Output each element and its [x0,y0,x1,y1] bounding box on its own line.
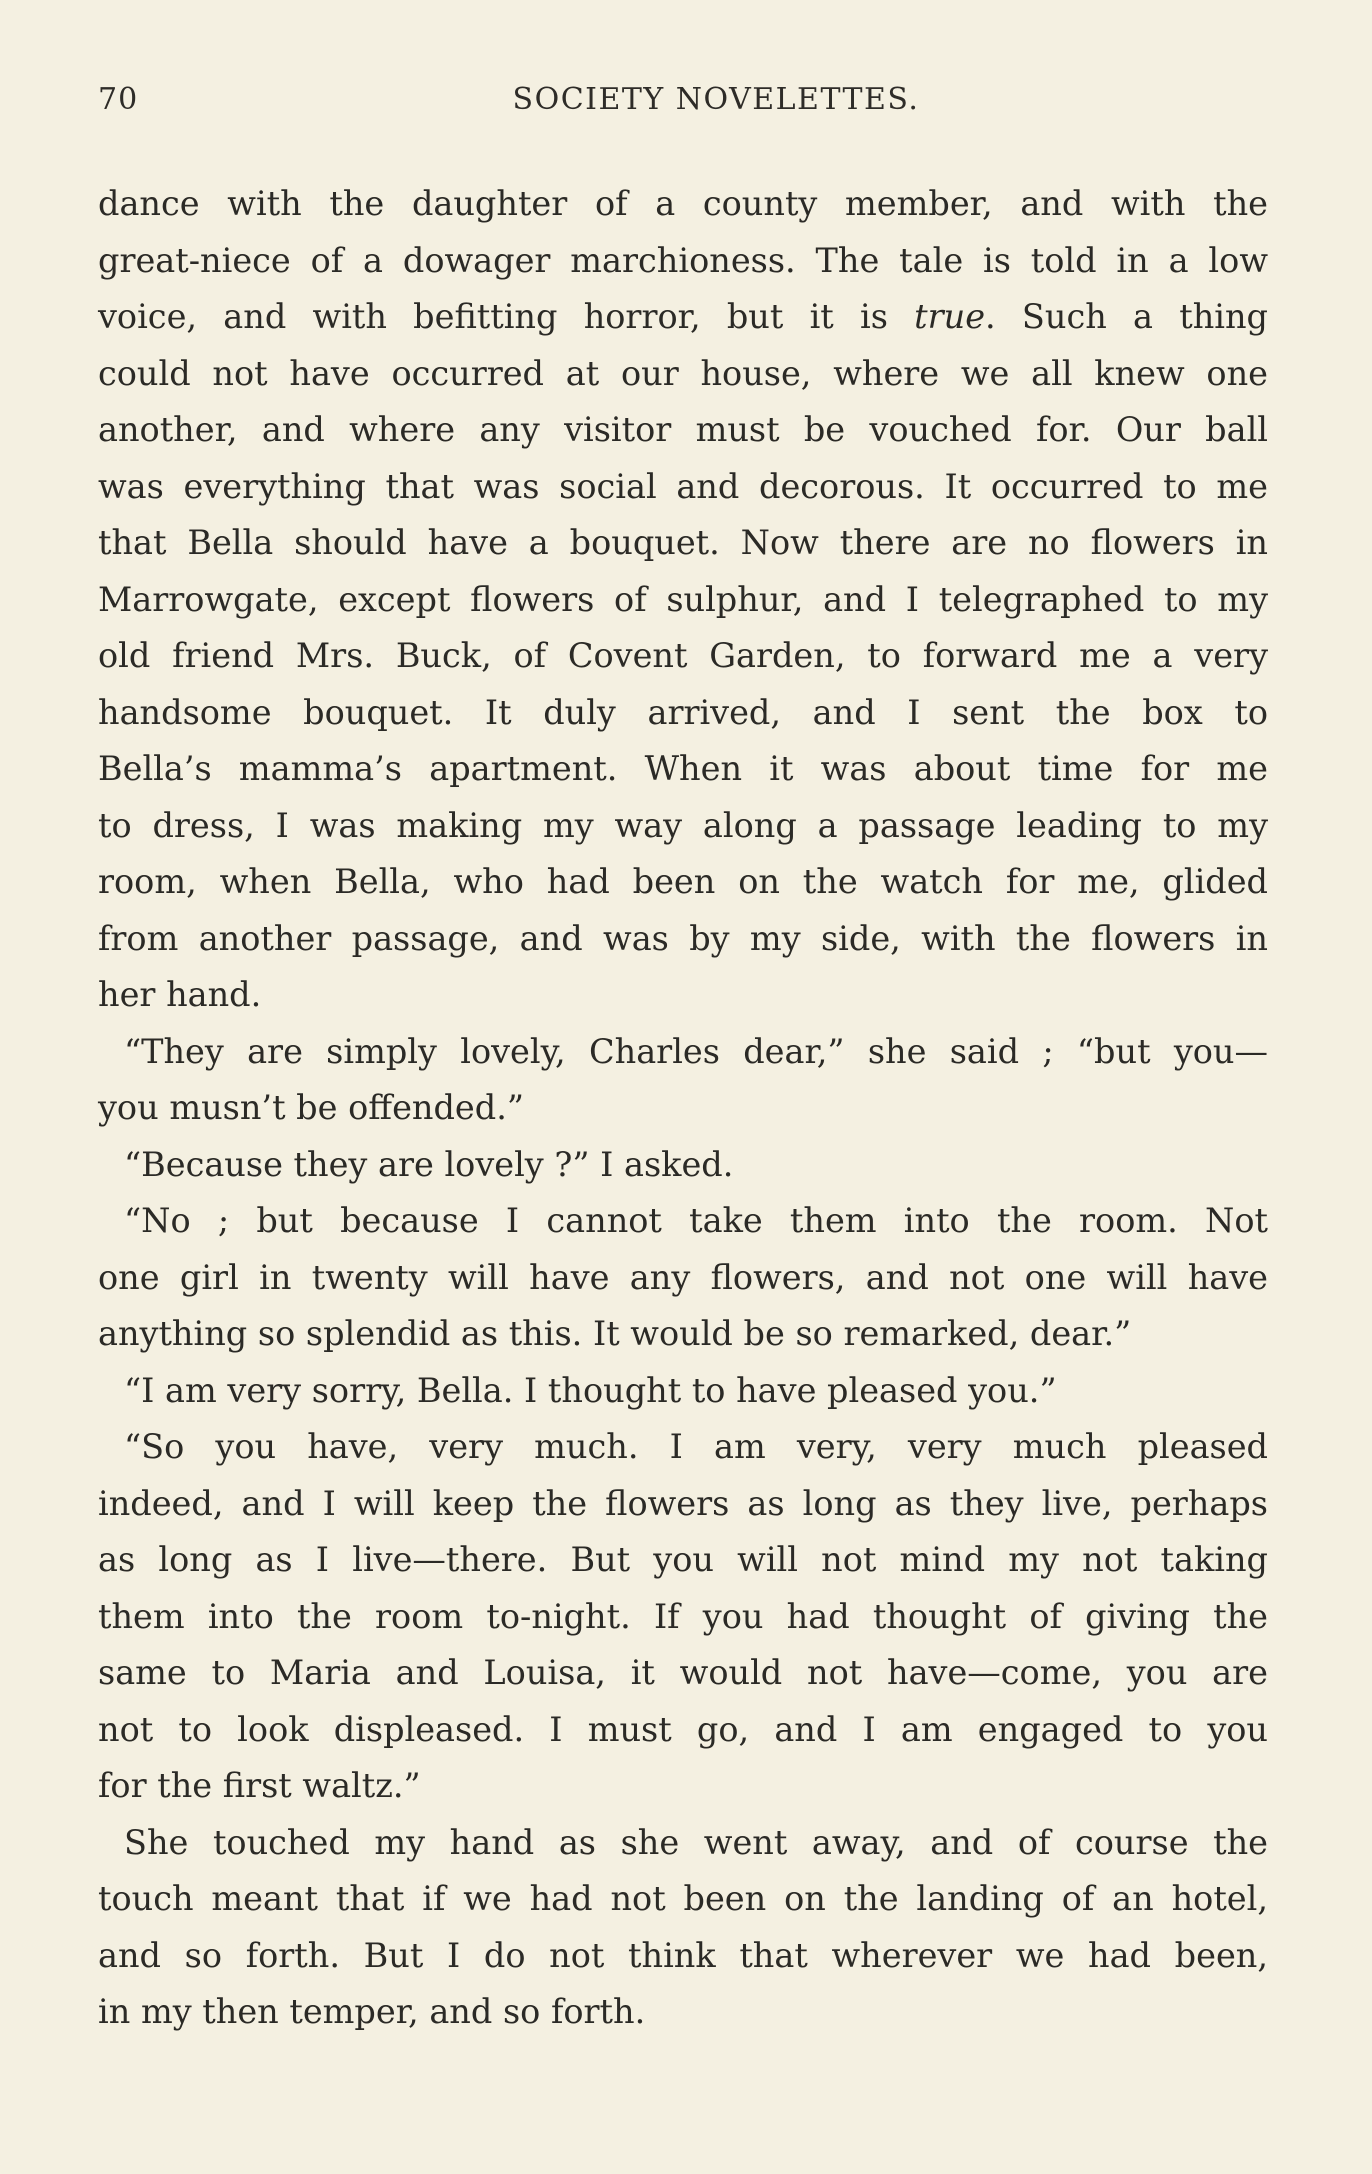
text-line: “So you have, very much. I am very, very much pleased [124,1427,1268,1466]
text-line: same to Maria and Louisa, it would not have—come, you are [98,1653,1268,1692]
text-line: dance with the daughter of a county member, and with the [98,184,1268,223]
running-head: SOCIETY NOVELETTES. [512,82,920,117]
text-line: as long as I live—there. But you will not mind my not taking [98,1540,1268,1579]
text-line: for the first waltz.” [98,1766,421,1805]
text-line: “I am very sorry, Bella. I thought to have pleased you.” [124,1370,1057,1410]
text-line: was everything that was social and decorous. It occurred to me [98,466,1268,506]
emphasis: true [914,297,986,336]
text-line: that Bella should have a bouquet. Now there are no flowers in [98,523,1268,562]
text-line: one girl in twenty will have any flowers, and not one will have [98,1257,1268,1297]
text-line: Bella’s mamma’s apartment. When it was about time for me [98,749,1268,788]
text-line: She touched my hand as she went away, and of course the [124,1822,1268,1862]
text-line: handsome bouquet. It duly arrived, and I sent the box to [98,692,1268,732]
text-line: “They are simply lovely, Charles dear,” she said ; “but you— [124,1031,1268,1071]
page-number: 70 [98,82,139,117]
text-line: not to look displeased. I must go, and I am engaged to you [98,1709,1268,1749]
text-line: to dress, I was making my way along a passage leading to my [98,805,1268,845]
text-line: could not have occurred at our house, where we all knew one [98,353,1268,393]
text-line: voice, and with befitting horror, but it is true. Such a thing [98,297,1269,336]
text-line: and so forth. But I do not think that wherever we had been, [98,1935,1268,1975]
text-line: anything so splendid as this. It would be so remarked, dear.” [98,1314,1132,1353]
text-line: Marrowgate, except flowers of sulphur, and I telegraphed to my [98,579,1268,619]
text-line: old friend Mrs. Buck, of Covent Garden, to forward me a very [98,636,1268,675]
text-line: them into the room to-night. If you had thought of giving the [98,1596,1268,1636]
text-line: great-niece of a dowager marchioness. The tale is told in a low [98,240,1268,280]
text-line: from another passage, and was by my side, with the flowers in [98,918,1268,958]
text-line: room, when Bella, who had been on the watch for me, glided [98,862,1268,901]
body-text [98,176,1268,2041]
text-line: in my then temper, and so forth. [98,1992,646,2031]
text-line: touch meant that if we had not been on the landing of an hotel, [98,1879,1268,1918]
text-line: “Because they are lovely ?” I asked. [124,1144,734,1184]
text-line: you musn’t be offended.” [98,1088,524,1127]
text-line: another, and where any visitor must be vouched for. Our ball [98,410,1268,449]
text-line: “No ; but because I cannot take them into the room. Not [124,1201,1268,1240]
text-line: indeed, and I will keep the flowers as long as they live, perhaps [98,1483,1268,1523]
page-header [98,82,1274,132]
text-line: her hand. [98,975,262,1014]
